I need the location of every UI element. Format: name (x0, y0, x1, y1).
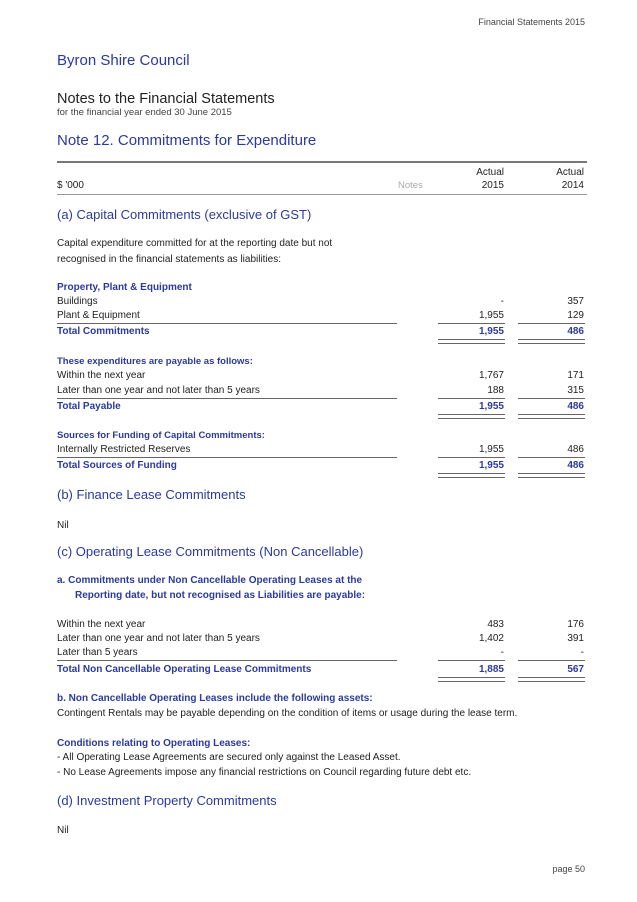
section-c-a-heading-2: Reporting date, but not recognised as Liabilities are payable: (75, 590, 366, 601)
conditions-heading: Conditions relating to Operating Leases: (57, 738, 251, 749)
section-d-text: Nil (57, 825, 69, 836)
double-rule (438, 414, 505, 419)
section-a-intro-2: recognised in the financial statements as liabilities: (57, 254, 282, 265)
total-commitments-label: Total Commitments (57, 326, 150, 337)
row-rule (438, 457, 505, 458)
double-rule (438, 339, 505, 344)
table-cell: 391 (567, 633, 584, 644)
double-rule (518, 339, 585, 344)
row-rule (438, 660, 505, 661)
col-2014-year: 2014 (561, 180, 584, 191)
row-rule (518, 323, 585, 324)
row-rule (57, 660, 397, 661)
payable-heading: These expenditures are payable as follows: (57, 356, 253, 367)
table-row-label: Plant & Equipment (57, 310, 140, 321)
section-c-b-heading: b. Non Cancellable Operating Leases include the following assets: (57, 693, 373, 704)
col-2015-top: Actual (476, 167, 504, 178)
col-2015-year: 2015 (481, 180, 504, 191)
notes-column-label: Notes (398, 180, 423, 191)
table-row-label: Later than one year and not later than 5 years (57, 385, 260, 396)
section-c-title: (c) Operating Lease Commitments (Non Cancellable) (57, 544, 364, 559)
total-payable-label: Total Payable (57, 401, 121, 412)
council-name: Byron Shire Council (57, 52, 190, 69)
section-b-title: (b) Finance Lease Commitments (57, 487, 246, 502)
section-b-text: Nil (57, 520, 69, 531)
total-cell: 486 (567, 326, 584, 337)
table-cell: 129 (567, 310, 584, 321)
section-c-a-heading-1: a. Commitments under Non Cancellable Operating Leases at the (57, 575, 363, 586)
table-cell: 486 (567, 444, 584, 455)
condition-item: - No Lease Agreements impose any financial restrictions on Council regarding future debt etc. (57, 767, 472, 778)
table-row-label: Buildings (57, 296, 98, 307)
section-d-title: (d) Investment Property Commitments (57, 793, 277, 808)
total-cell: 486 (567, 401, 584, 412)
double-rule (518, 414, 585, 419)
table-cell: 1,402 (478, 633, 504, 644)
section-a-intro-1: Capital expenditure committed for at the reporting date but not (57, 238, 333, 249)
table-cell: 188 (487, 385, 504, 396)
table-row-label: Later than one year and not later than 5 years (57, 633, 260, 644)
ppe-heading: Property, Plant & Equipment (57, 282, 192, 293)
total-cell: 486 (567, 460, 584, 471)
table-top-rule (57, 161, 587, 163)
row-rule (518, 398, 585, 399)
note-title: Note 12. Commitments for Expenditure (57, 132, 317, 149)
table-header-rule (57, 194, 587, 195)
section-c-b-text: Contingent Rentals may be payable depending on the condition of items or usage during the lease term. (57, 708, 518, 719)
total-cell: 1,955 (478, 326, 504, 337)
table-cell: 171 (567, 370, 584, 381)
table-cell: 1,955 (478, 310, 504, 321)
total-sources-label: Total Sources of Funding (57, 460, 177, 471)
row-rule (518, 660, 585, 661)
double-rule (518, 473, 585, 478)
double-rule (438, 677, 505, 682)
table-cell: 176 (567, 619, 584, 630)
table-cell: 1,767 (478, 370, 504, 381)
unit-label: $ '000 (57, 180, 84, 191)
table-cell: - (580, 647, 584, 658)
row-rule (57, 323, 397, 324)
table-row-label: Internally Restricted Reserves (57, 444, 191, 455)
row-rule (438, 323, 505, 324)
table-cell: 315 (567, 385, 584, 396)
notes-subtitle: for the financial year ended 30 June 2015 (57, 107, 232, 118)
table-cell: 1,955 (478, 444, 504, 455)
row-rule (438, 398, 505, 399)
running-header: Financial Statements 2015 (478, 17, 585, 27)
double-rule (438, 473, 505, 478)
table-cell: - (500, 296, 504, 307)
total-cell: 1,955 (478, 401, 504, 412)
table-row-label: Within the next year (57, 619, 146, 630)
total-cell: 567 (567, 664, 584, 675)
row-rule (57, 457, 397, 458)
table-cell: 357 (567, 296, 584, 307)
total-cell: 1,885 (478, 664, 504, 675)
section-a-title: (a) Capital Commitments (exclusive of GST) (57, 207, 312, 222)
col-2014-top: Actual (556, 167, 584, 178)
row-rule (518, 457, 585, 458)
total-cell: 1,955 (478, 460, 504, 471)
table-cell: - (500, 647, 504, 658)
condition-item: - All Operating Lease Agreements are secured only against the Leased Asset. (57, 752, 401, 763)
double-rule (518, 677, 585, 682)
total-operating-lease-label: Total Non Cancellable Operating Lease Commitments (57, 664, 312, 675)
page-number: page 50 (552, 864, 585, 874)
table-row-label: Later than 5 years (57, 647, 138, 658)
notes-title: Notes to the Financial Statements (57, 91, 275, 107)
table-cell: 483 (487, 619, 504, 630)
row-rule (57, 398, 397, 399)
sources-heading: Sources for Funding of Capital Commitments: (57, 430, 265, 441)
table-row-label: Within the next year (57, 370, 146, 381)
